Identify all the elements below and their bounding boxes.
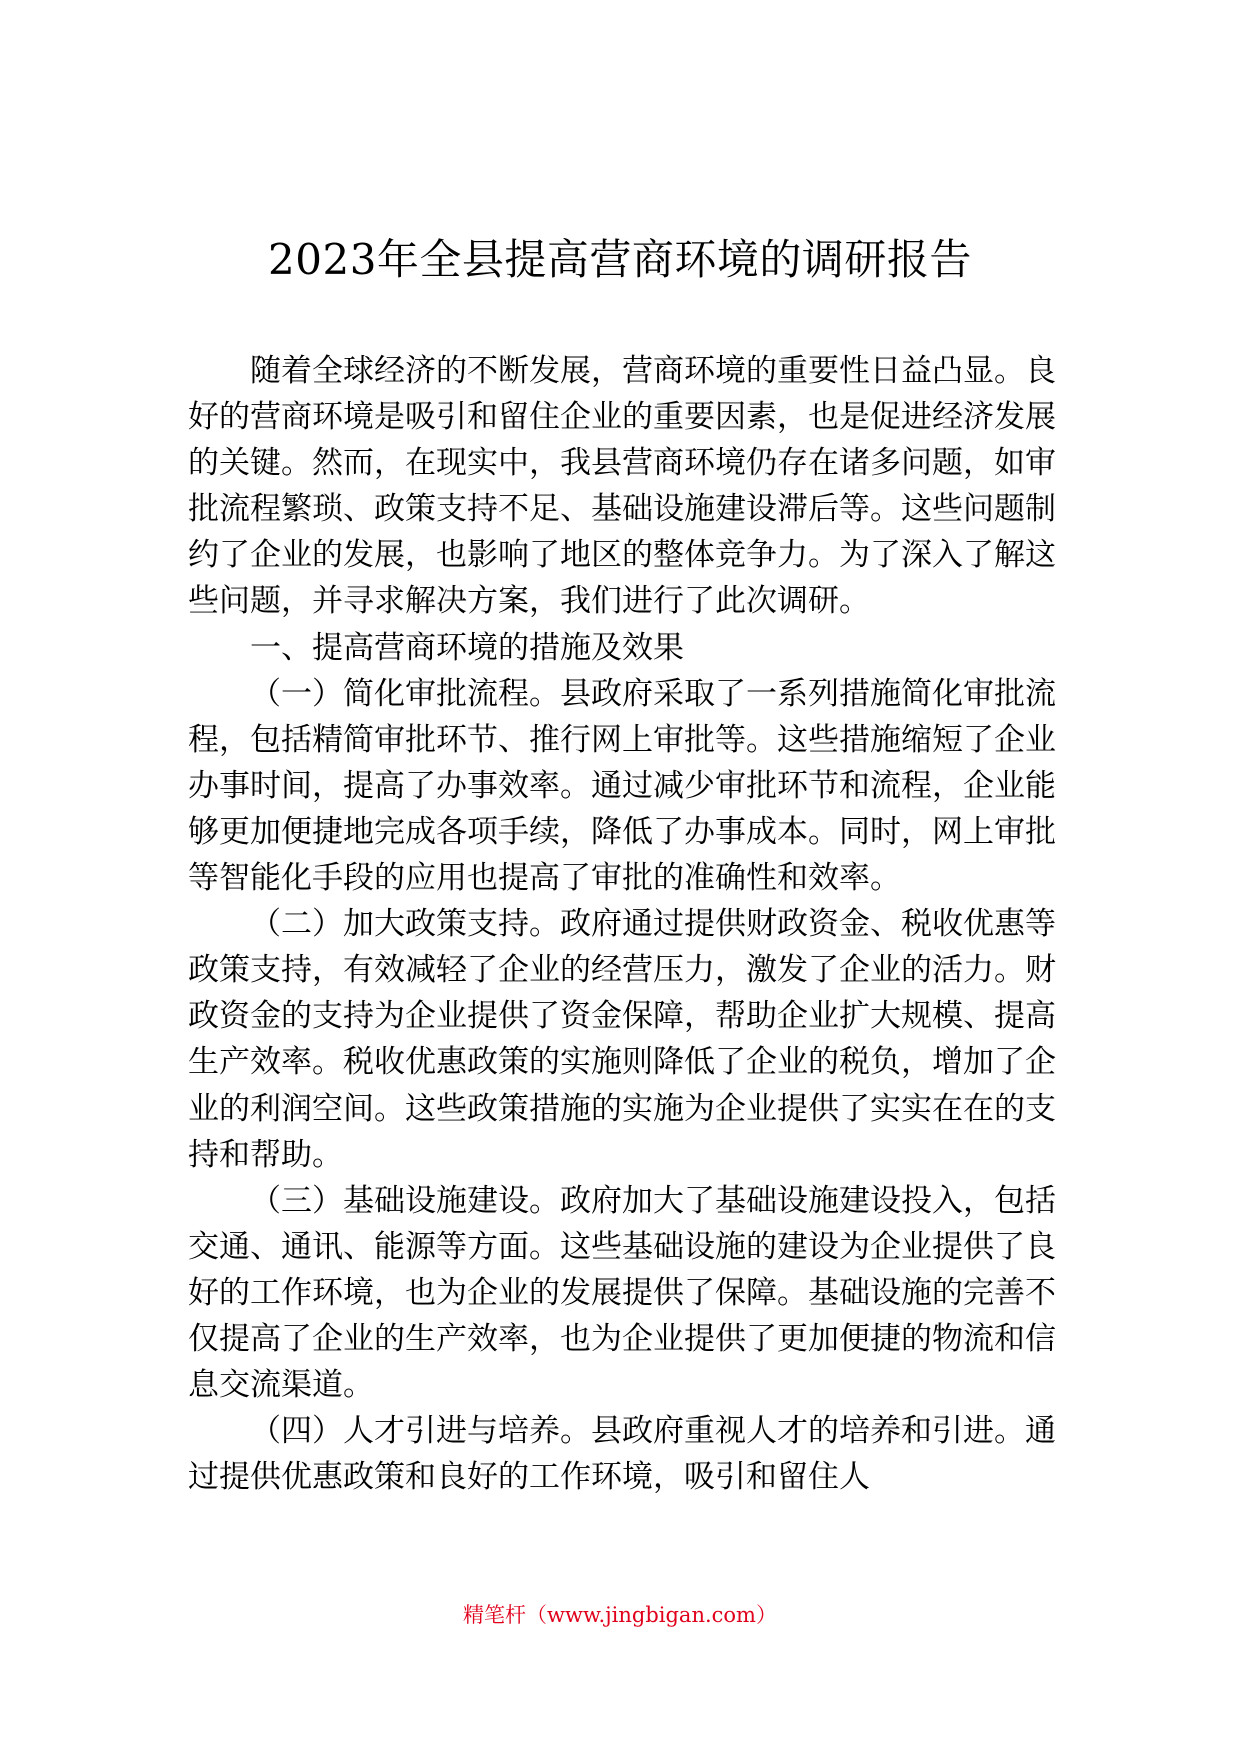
paragraph-talent: （四）人才引进与培养。县政府重视人才的培养和引进。通过提供优惠政策和良好的工作环境，吸引和留住人: [188, 1413, 1056, 1496]
paragraph-simplify-approval: （一）简化审批流程。县政府采取了一系列措施简化审批流程，包括精简审批环节、推行网上审批等。这些措施缩短了企业办事时间，提高了办事效率。通过减少审批环节和流程，企业能够更加便捷地完成各项手续，降低了办事成本。同时，网上审批等智能化手段的应用也提高了审批的准确性和效率。: [188, 675, 1056, 897]
document-title: 2023年全县提高营商环境的调研报告: [268, 235, 972, 284]
intro-paragraph: 随着全球经济的不断发展，营商环境的重要性日益凸显。良好的营商环境是吸引和留住企业的重要因素，也是促进经济发展的关键。然而，在现实中，我县营商环境仍存在诸多问题，如审批流程繁琐、政策支持不足、基础设施建设滞后等。这些问题制约了企业的发展，也影响了地区的整体竞争力。为了深入了解这些问题，并寻求解决方案，我们进行了此次调研。: [188, 353, 1056, 620]
paragraph-policy-support: （二）加大政策支持。政府通过提供财政资金、税收优惠等政策支持，有效减轻了企业的经营压力，激发了企业的活力。财政资金的支持为企业提供了资金保障，帮助企业扩大规模、提高生产效率。税收优惠政策的实施则降低了企业的税负，增加了企业的利润空间。这些政策措施的实施为企业提供了实实在在的支持和帮助。: [188, 906, 1056, 1173]
section-heading: 一、提高营商环境的措施及效果: [250, 629, 684, 666]
footer-watermark: 精笔杆（www.jingbigan.com）: [463, 1603, 777, 1627]
document-body: [188, 348, 1056, 1500]
paragraph-infrastructure: （三）基础设施建设。政府加大了基础设施建设投入，包括交通、通讯、能源等方面。这些基础设施的建设为企业提供了良好的工作环境，也为企业的发展提供了保障。基础设施的完善不仅提高了企业的生产效率，也为企业提供了更加便捷的物流和信息交流渠道。: [188, 1182, 1056, 1404]
